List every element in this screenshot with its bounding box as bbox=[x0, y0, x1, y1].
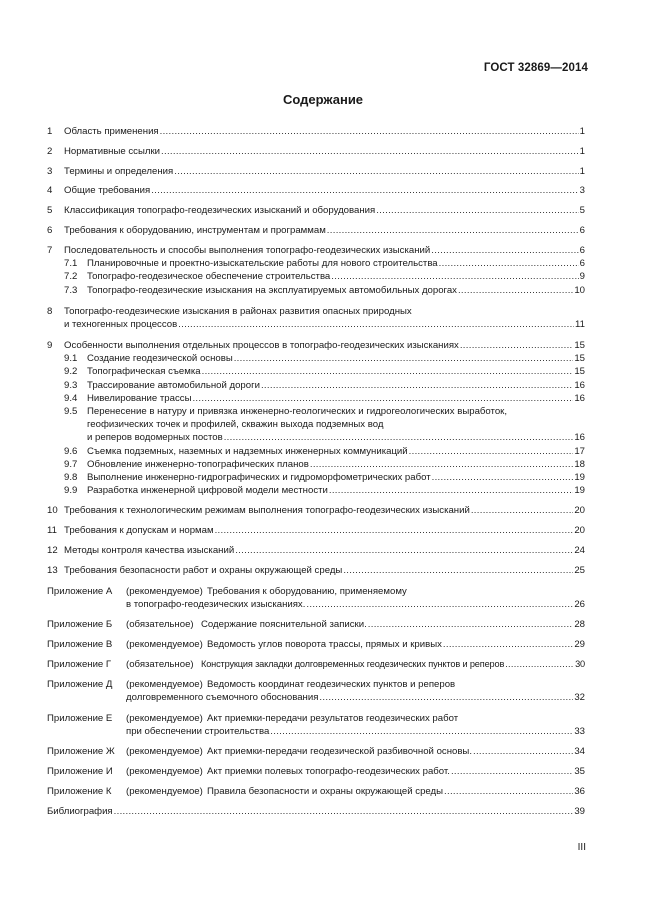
leader-dots bbox=[368, 618, 574, 631]
appendix-text: Ведомость координат геодезических пунктов и реперов bbox=[207, 679, 456, 690]
toc-page: 33 bbox=[574, 726, 585, 737]
appendix-kind: (рекомендуемое) bbox=[126, 639, 203, 650]
toc-page: 19 bbox=[574, 485, 585, 496]
toc-text: Требования к технологическим режимам выполнения топографо-геодезических изысканий bbox=[64, 505, 470, 516]
appendix-zh[interactable] bbox=[0, 745, 646, 758]
toc-text: Топографо-геодезические изыскания в районах развития опасных природных bbox=[64, 306, 412, 317]
toc-page: 39 bbox=[574, 806, 585, 817]
page-title: Содержание bbox=[282, 92, 364, 107]
toc-entry-9-5-cont[interactable] bbox=[0, 418, 646, 431]
toc-page: 15 bbox=[574, 366, 585, 377]
toc-page: 3 bbox=[579, 185, 585, 196]
leader-dots bbox=[192, 392, 573, 405]
appendix-kind: (рекомендуемое) bbox=[126, 766, 203, 777]
leader-dots bbox=[306, 598, 573, 611]
toc-text: Общие требования bbox=[64, 185, 151, 196]
toc-page: 15 bbox=[574, 340, 585, 351]
page-number: III bbox=[577, 842, 586, 853]
appendix-d[interactable] bbox=[0, 678, 646, 691]
toc-text: Создание геодезической основы bbox=[87, 353, 233, 364]
leader-dots bbox=[178, 318, 574, 331]
toc-page: 16 bbox=[574, 380, 585, 391]
appendix-e[interactable] bbox=[0, 712, 646, 725]
appendix-g[interactable] bbox=[0, 658, 646, 671]
leader-dots bbox=[235, 544, 573, 557]
toc-text: Классификация топографо-геодезических изысканий и оборудования bbox=[64, 205, 376, 216]
toc-text: Обновление инженерно-топографических планов bbox=[87, 459, 309, 470]
appendix-label: Приложение К bbox=[47, 786, 112, 797]
leader-dots bbox=[174, 165, 578, 178]
toc-num: 9.6 bbox=[64, 446, 78, 457]
toc-page: 24 bbox=[574, 545, 585, 556]
toc-text: Топографо-геодезические изыскания на эксплуатируемых автомобильных дорогах bbox=[87, 285, 457, 296]
toc-entry-9-8[interactable] bbox=[0, 471, 646, 484]
toc-page: 9 bbox=[579, 271, 585, 282]
toc-page: 1 bbox=[579, 146, 585, 157]
leader-dots bbox=[327, 224, 579, 237]
toc-page: 11 bbox=[575, 319, 585, 330]
toc-text: Нивелирование трассы bbox=[87, 393, 192, 404]
toc-entry-9-5-cont2[interactable] bbox=[0, 431, 646, 444]
appendix-kind: (обязательное) bbox=[126, 619, 194, 630]
toc-text: Требования к допускам и нормам bbox=[64, 525, 214, 536]
leader-dots bbox=[343, 564, 573, 577]
toc-num: 7.2 bbox=[64, 271, 78, 282]
appendix-text: Акт приемки-передачи результатов геодезических работ bbox=[207, 713, 459, 724]
leader-dots bbox=[451, 765, 573, 778]
toc-num: 7.3 bbox=[64, 285, 78, 296]
toc-entry-9-2[interactable] bbox=[0, 365, 646, 378]
toc-num: 10 bbox=[47, 505, 58, 516]
leader-dots bbox=[261, 379, 573, 392]
bibliography-entry[interactable] bbox=[0, 805, 646, 818]
toc-text: Планировочные и проектно-изыскательские работы для нового строительства bbox=[87, 258, 438, 269]
leader-dots bbox=[376, 204, 578, 217]
toc-num: 9.7 bbox=[64, 459, 78, 470]
toc-text: Топографо-геодезическое обеспечение строительства bbox=[87, 271, 331, 282]
toc-text: Последовательность и способы выполнения топографо-геодезических изысканий bbox=[64, 245, 431, 256]
leader-dots bbox=[215, 524, 574, 537]
leader-dots bbox=[331, 270, 578, 283]
appendix-text-cont: в топографо-геодезических изысканиях. bbox=[126, 599, 306, 610]
appendix-text: Содержание пояснительной записки. bbox=[201, 619, 367, 630]
leader-dots bbox=[310, 458, 573, 471]
leader-dots bbox=[160, 125, 579, 138]
toc-entry-7-2[interactable] bbox=[0, 270, 646, 283]
toc-text: Нормативные ссылки bbox=[64, 146, 161, 157]
toc-entry-1[interactable] bbox=[0, 125, 646, 138]
appendix-i[interactable] bbox=[0, 765, 646, 778]
toc-page: 35 bbox=[574, 766, 585, 777]
leader-dots bbox=[460, 339, 574, 352]
toc-entry-5[interactable] bbox=[0, 204, 646, 217]
leader-dots bbox=[234, 352, 574, 365]
leader-dots bbox=[439, 257, 579, 270]
toc-entry-9-7[interactable] bbox=[0, 458, 646, 471]
toc-page: 15 bbox=[574, 353, 585, 364]
toc-entry-7-3[interactable] bbox=[0, 284, 646, 297]
toc-entry-7-1[interactable] bbox=[0, 257, 646, 270]
toc-page: 6 bbox=[579, 258, 585, 269]
leader-dots bbox=[458, 284, 573, 297]
toc-page: 36 bbox=[574, 786, 585, 797]
appendix-kind: (обязательное) bbox=[126, 659, 194, 670]
toc-entry-7[interactable] bbox=[0, 244, 646, 257]
toc-page: 16 bbox=[574, 393, 585, 404]
leader-dots bbox=[319, 691, 573, 704]
bibliography-text: Библиография bbox=[47, 806, 113, 817]
toc-entry-11[interactable] bbox=[0, 524, 646, 537]
toc-entry-8-cont[interactable] bbox=[0, 318, 646, 331]
toc-page: 20 bbox=[574, 505, 585, 516]
toc-num: 1 bbox=[47, 126, 53, 137]
toc-page: 32 bbox=[574, 692, 585, 703]
leader-dots bbox=[224, 431, 574, 444]
toc-page: 20 bbox=[574, 525, 585, 536]
toc-text-cont: и техногенных процессов bbox=[64, 319, 178, 330]
appendix-kind: (рекомендуемое) bbox=[126, 713, 203, 724]
leader-dots bbox=[505, 658, 574, 671]
appendix-text: Акт приемки-передачи геодезической разбивочной основы. bbox=[207, 746, 472, 757]
toc-page: 19 bbox=[574, 472, 585, 483]
appendix-label: Приложение И bbox=[47, 766, 113, 777]
appendix-label: Приложение В bbox=[47, 639, 113, 650]
toc-num: 8 bbox=[47, 306, 53, 317]
appendix-text: Правила безопасности и охраны окружающей среды bbox=[207, 786, 444, 797]
appendix-text-cont: долговременного съемочного обоснования bbox=[126, 692, 319, 703]
toc-entry-13[interactable] bbox=[0, 564, 646, 577]
leader-dots bbox=[432, 471, 574, 484]
appendix-label: Приложение Д bbox=[47, 679, 113, 690]
toc-text: Трассирование автомобильной дороги bbox=[87, 380, 260, 391]
leader-dots bbox=[329, 484, 573, 497]
appendix-text: Конструкция закладки долговременных геодезических пунктов и реперов bbox=[201, 659, 505, 669]
toc-entry-9-9[interactable] bbox=[0, 484, 646, 497]
toc-num: 11 bbox=[47, 525, 57, 536]
toc-page: 29 bbox=[574, 639, 585, 650]
toc-text: Топографическая съемка bbox=[87, 366, 201, 377]
appendix-d-cont[interactable] bbox=[0, 691, 646, 704]
toc-page: 25 bbox=[574, 565, 585, 576]
toc-num: 9.4 bbox=[64, 393, 78, 404]
toc-entry-9[interactable] bbox=[0, 339, 646, 352]
leader-dots bbox=[431, 244, 578, 257]
toc-text: Особенности выполнения отдельных процессов в топографо-геодезических изысканиях bbox=[64, 340, 459, 351]
toc-text: Область применения bbox=[64, 126, 159, 137]
toc-text-cont: геофизических точек и профилей, скважин выхода подземных вод bbox=[87, 419, 384, 430]
toc-page: 10 bbox=[574, 285, 585, 296]
toc-entry-3[interactable] bbox=[0, 165, 646, 178]
toc-text: Требования к оборудованию, инструментам и программам bbox=[64, 225, 326, 236]
toc-page: 5 bbox=[579, 205, 585, 216]
appendix-k[interactable] bbox=[0, 785, 646, 798]
toc-entry-6[interactable] bbox=[0, 224, 646, 237]
toc-entry-9-4[interactable] bbox=[0, 392, 646, 405]
toc-num: 9.2 bbox=[64, 366, 78, 377]
leader-dots bbox=[114, 805, 574, 818]
appendix-text: Акт приемки полевых топографо-геодезических работ. bbox=[207, 766, 450, 777]
toc-page: 6 bbox=[579, 245, 585, 256]
toc-page: 6 bbox=[579, 225, 585, 236]
toc-num: 9.8 bbox=[64, 472, 78, 483]
toc-num: 6 bbox=[47, 225, 53, 236]
leader-dots bbox=[443, 638, 573, 651]
toc-page: 17 bbox=[574, 446, 585, 457]
toc-entry-8[interactable] bbox=[0, 305, 646, 318]
toc-page: 34 bbox=[574, 746, 585, 757]
appendix-label: Приложение Б bbox=[47, 619, 113, 630]
appendix-v[interactable] bbox=[0, 638, 646, 651]
toc-entry-9-5[interactable] bbox=[0, 405, 646, 418]
toc-num: 9 bbox=[47, 340, 53, 351]
toc-num: 7.1 bbox=[64, 258, 78, 269]
toc-num: 3 bbox=[47, 166, 53, 177]
appendix-kind: (рекомендуемое) bbox=[126, 746, 203, 757]
toc-entry-9-1[interactable] bbox=[0, 352, 646, 365]
appendix-a-cont[interactable] bbox=[0, 598, 646, 611]
appendix-e-cont[interactable] bbox=[0, 725, 646, 738]
toc-page: 30 bbox=[575, 659, 585, 669]
toc-page: 26 bbox=[574, 599, 585, 610]
toc-entry-2[interactable] bbox=[0, 145, 646, 158]
toc-num: 2 bbox=[47, 146, 53, 157]
standard-code: ГОСТ 32869—2014 bbox=[483, 62, 588, 74]
leader-dots bbox=[161, 145, 579, 158]
appendix-label: Приложение А bbox=[47, 586, 113, 597]
toc-text: Методы контроля качества изысканий bbox=[64, 545, 235, 556]
appendix-text: Требования к оборудованию, применяемому bbox=[207, 586, 407, 597]
toc-entry-9-3[interactable] bbox=[0, 379, 646, 392]
leader-dots bbox=[151, 184, 578, 197]
toc-page: 1 bbox=[579, 126, 585, 137]
leader-dots bbox=[202, 365, 574, 378]
toc-page: 18 bbox=[574, 459, 585, 470]
leader-dots bbox=[444, 785, 573, 798]
leader-dots bbox=[409, 445, 574, 458]
toc-page: 16 bbox=[574, 432, 585, 443]
toc-entry-4[interactable] bbox=[0, 184, 646, 197]
appendix-kind: (рекомендуемое) bbox=[126, 679, 203, 690]
appendix-label: Приложение Г bbox=[47, 659, 112, 670]
toc-num: 4 bbox=[47, 185, 53, 196]
appendix-text: Ведомость углов поворота трассы, прямых и кривых bbox=[207, 639, 442, 650]
toc-text: Съемка подземных, наземных и надземных инженерных коммуникаций bbox=[87, 446, 408, 457]
toc-num: 12 bbox=[47, 545, 58, 556]
appendix-label: Приложение Ж bbox=[47, 746, 115, 757]
toc-num: 9.5 bbox=[64, 406, 78, 417]
toc-num: 9.1 bbox=[64, 353, 78, 364]
toc-text: Требования безопасности работ и охраны окружающей среды bbox=[64, 565, 343, 576]
toc-num: 13 bbox=[47, 565, 58, 576]
leader-dots bbox=[471, 504, 574, 517]
leader-dots bbox=[270, 725, 573, 738]
toc-page: 28 bbox=[574, 619, 585, 630]
toc-num: 5 bbox=[47, 205, 53, 216]
leader-dots bbox=[473, 745, 573, 758]
toc-text: Выполнение инженерно-гидрографических и гидроморфометрических работ bbox=[87, 472, 431, 483]
toc-num: 9.9 bbox=[64, 485, 78, 496]
toc-num: 9.3 bbox=[64, 380, 78, 391]
toc-num: 7 bbox=[47, 245, 53, 256]
appendix-label: Приложение Е bbox=[47, 713, 113, 724]
toc-text: Термины и определения bbox=[64, 166, 174, 177]
appendix-a[interactable] bbox=[0, 585, 646, 598]
appendix-kind: (рекомендуемое) bbox=[126, 586, 203, 597]
toc-entry-12[interactable] bbox=[0, 544, 646, 557]
appendix-kind: (рекомендуемое) bbox=[126, 786, 203, 797]
toc-text-cont: и реперов водомерных постов bbox=[87, 432, 223, 443]
toc-entry-10[interactable] bbox=[0, 504, 646, 517]
toc-page: 1 bbox=[579, 166, 585, 177]
appendix-text-cont: при обеспечении строительства bbox=[126, 726, 270, 737]
toc-entry-9-6[interactable] bbox=[0, 445, 646, 458]
toc-text: Перенесение в натуру и привязка инженерно-геологических и гидрогеологических выработок, bbox=[87, 406, 508, 417]
toc-text: Разработка инженерной цифровой модели местности bbox=[87, 485, 328, 496]
appendix-b[interactable] bbox=[0, 618, 646, 631]
